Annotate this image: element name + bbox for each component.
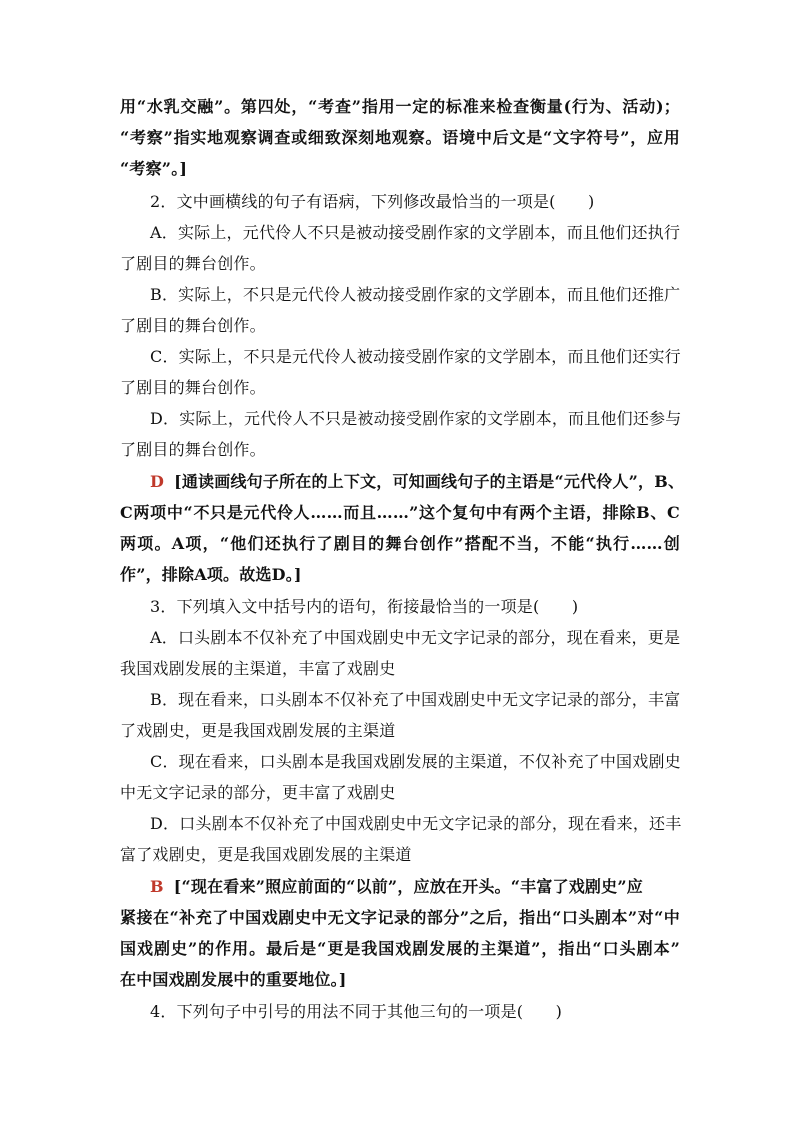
answer-2-line bbox=[150, 471, 685, 493]
answer-explanation: [通读画线句子所在的上下文，可知画线句子的主语是“元代伶人”，B、 bbox=[174, 472, 685, 491]
option-d: D．口头剧本不仅补充了中国戏剧史中无文字记录的部分，现在看来，还丰 bbox=[150, 814, 682, 833]
answer-3-line bbox=[150, 876, 680, 898]
explanation-line: 国戏剧史”的作用。最后是“更是我国戏剧发展的主渠道”，指出“口头剧本” bbox=[120, 939, 680, 958]
option-d-cont: 富了戏剧史，更是我国戏剧发展的主渠道 bbox=[120, 845, 412, 864]
answer-explanation: [“现在看来”照应前面的“以前”，应放在开头。“丰富了戏剧史”应 bbox=[173, 877, 643, 896]
explanation-line: C两项中“不只是元代伶人……而且……”这个复句中有两个主语，排除B、C bbox=[120, 503, 680, 522]
option-b: B．现在看来，口头剧本不仅补充了中国戏剧史中无文字记录的部分，丰富 bbox=[150, 690, 681, 709]
option-c: C．现在看来，口头剧本是我国戏剧发展的主渠道，不仅补充了中国戏剧史 bbox=[150, 752, 681, 771]
option-d-cont: 了剧目的舞台创作。 bbox=[120, 440, 266, 459]
option-a: A．实际上，元代伶人不只是被动接受剧作家的文学剧本，而且他们还执行 bbox=[150, 223, 681, 242]
option-b-cont: 了剧目的舞台创作。 bbox=[120, 316, 266, 335]
explanation-line: “考察”指实地观察调查或细致深刻地观察。语境中后文是“文字符号”，应用 bbox=[120, 128, 680, 147]
question-4-stem: 4．下列句子中引号的用法不同于其他三句的一项是( ) bbox=[150, 1002, 563, 1021]
option-a-cont: 我国戏剧发展的主渠道，丰富了戏剧史 bbox=[120, 659, 396, 678]
question-3-stem: 3．下列填入文中括号内的语句，衔接最恰当的一项是( ) bbox=[150, 597, 579, 616]
option-c-cont: 中无文字记录的部分，更丰富了戏剧史 bbox=[120, 783, 396, 802]
question-2-stem: 2．文中画横线的句子有语病，下列修改最恰当的一项是( ) bbox=[150, 192, 595, 211]
option-d: D．实际上，元代伶人不只是被动接受剧作家的文学剧本，而且他们还参与 bbox=[150, 409, 682, 428]
explanation-line: 两项。A项，“他们还执行了剧目的舞台创作”搭配不当，不能“执行……创 bbox=[120, 534, 680, 553]
option-a-cont: 了剧目的舞台创作。 bbox=[120, 254, 266, 273]
option-b-cont: 了戏剧史，更是我国戏剧发展的主渠道 bbox=[120, 721, 396, 740]
explanation-line: 作”，排除A项。故选D。] bbox=[120, 565, 302, 584]
option-c: C．实际上，不只是元代伶人被动接受剧作家的文学剧本，而且他们还实行 bbox=[150, 347, 681, 366]
explanation-line: 用“水乳交融”。第四处，“考查”指用一定的标准来检查衡量(行为、活动)； bbox=[120, 97, 680, 116]
explanation-line: 紧接在“补充了中国戏剧史中无文字记录的部分”之后，指出“口头剧本”对“中 bbox=[120, 908, 680, 927]
option-c-cont: 了剧目的舞台创作。 bbox=[120, 378, 266, 397]
answer-letter: B bbox=[150, 877, 164, 896]
explanation-line: “考察”。] bbox=[120, 159, 188, 178]
explanation-line: 在中国戏剧发展中的重要地位。] bbox=[120, 970, 347, 989]
option-a: A．口头剧本不仅补充了中国戏剧史中无文字记录的部分，现在看来，更是 bbox=[150, 628, 681, 647]
answer-letter: D bbox=[150, 472, 165, 491]
option-b: B．实际上，不只是元代伶人被动接受剧作家的文学剧本，而且他们还推广 bbox=[150, 285, 681, 304]
